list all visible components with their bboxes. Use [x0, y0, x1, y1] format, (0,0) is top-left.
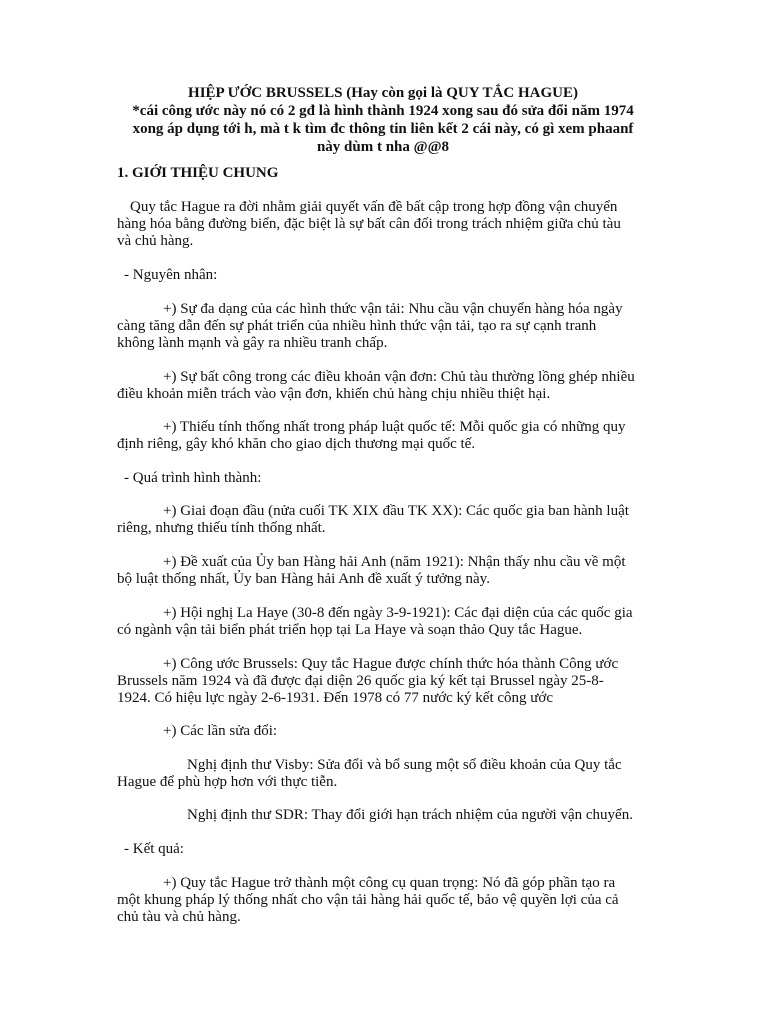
- title-note-line: xong áp dụng tới h, mà t k tìm đc thông tin liên kết 2 cái này, có gì xem phaanf: [132, 121, 634, 137]
- amendment-line: Hague để phù hợp hơn với thực tiễn.: [117, 774, 338, 790]
- intro-line: Quy tắc Hague ra đời nhằm giải quyết vấn đề bất cập trong hợp đồng vận chuyển: [130, 199, 618, 215]
- cause-line: +) Thiếu tính thống nhất trong pháp luật quốc tế: Mỗi quốc gia có những quy: [163, 419, 626, 435]
- result-line: +) Quy tắc Hague trở thành một công cụ quan trọng: Nó đã góp phần tạo ra: [163, 875, 616, 891]
- intro-line: và chủ hàng.: [117, 233, 194, 249]
- formation-line: +) Đề xuất của Ủy ban Hàng hải Anh (năm 1921): Nhận thấy nhu cầu về một: [163, 554, 626, 570]
- amendment-line: Nghị định thư SDR: Thay đổi giới hạn trách nhiệm của người vận chuyển.: [187, 807, 633, 823]
- causes-label: - Nguyên nhân:: [124, 267, 218, 283]
- formation-line: riêng, nhưng thiếu tính thống nhất.: [117, 520, 326, 536]
- cause-line: điều khoản miễn trách vào vận đơn, khiến chủ hàng chịu nhiều thiệt hại.: [117, 386, 551, 402]
- cause-line: không lành mạnh và gây ra nhiều tranh chấp.: [117, 335, 388, 351]
- title-note-line: *cái công ước này nó có 2 gđ là hình thành 1924 xong sau đó sửa đổi năm 1974: [132, 103, 634, 119]
- formation-line: +) Các lần sửa đổi:: [163, 723, 278, 739]
- formation-line: +) Công ước Brussels: Quy tắc Hague được chính thức hóa thành Công ước: [163, 656, 619, 672]
- result-line: chủ tàu và chủ hàng.: [117, 909, 241, 925]
- formation-line: bộ luật thống nhất, Ủy ban Hàng hải Anh đề xuất ý tưởng này.: [117, 571, 490, 587]
- cause-line: +) Sự đa dạng của các hình thức vận tải: Nhu cầu vận chuyển hàng hóa ngày: [163, 301, 623, 317]
- title-note-line: này dùm t nha @@8: [316, 139, 450, 155]
- formation-line: có ngành vận tải biển phát triển họp tại La Haye và soạn thảo Quy tắc Hague.: [117, 622, 583, 638]
- amendment-line: Nghị định thư Visby: Sửa đổi và bổ sung một số điều khoản của Quy tắc: [187, 757, 622, 773]
- result-label: - Kết quả:: [124, 841, 184, 857]
- cause-line: định riêng, gây khó khăn cho giao dịch thương mại quốc tế.: [117, 436, 476, 452]
- formation-line: 1924. Có hiệu lực ngày 2-6-1931. Đến 1978 có 77 nước ký kết công ước: [117, 690, 554, 706]
- document-title: [110, 84, 656, 156]
- formation-line: +) Giai đoạn đầu (nửa cuối TK XIX đầu TK XX): Các quốc gia ban hành luật: [163, 503, 629, 519]
- formation-line: Brussels năm 1924 và đã được đại diện 26 quốc gia ký kết tại Brussel ngày 25-8-: [117, 673, 604, 689]
- section-heading: 1. GIỚI THIỆU CHUNG: [117, 165, 279, 181]
- cause-line: càng tăng dẫn đến sự phát triển của nhiều hình thức vận tải, tạo ra sự cạnh tranh: [117, 318, 597, 334]
- formation-label: - Quá trình hình thành:: [124, 470, 262, 486]
- formation-line: +) Hội nghị La Haye (30-8 đến ngày 3-9-1921): Các đại diện của các quốc gia: [163, 605, 633, 621]
- title-line: HIỆP ƯỚC BRUSSELS (Hay còn gọi là QUY TẮC HAGUE): [188, 85, 578, 101]
- intro-line: hàng hóa bằng đường biển, đặc biệt là sự bất cân đối trong trách nhiệm giữa chủ tàu: [117, 216, 621, 232]
- cause-line: +) Sự bất công trong các điều khoản vận đơn: Chủ tàu thường lồng ghép nhiều: [163, 369, 635, 385]
- result-line: một khung pháp lý thống nhất cho vận tải hàng hải quốc tế, bảo vệ quyền lợi của cả: [117, 892, 619, 908]
